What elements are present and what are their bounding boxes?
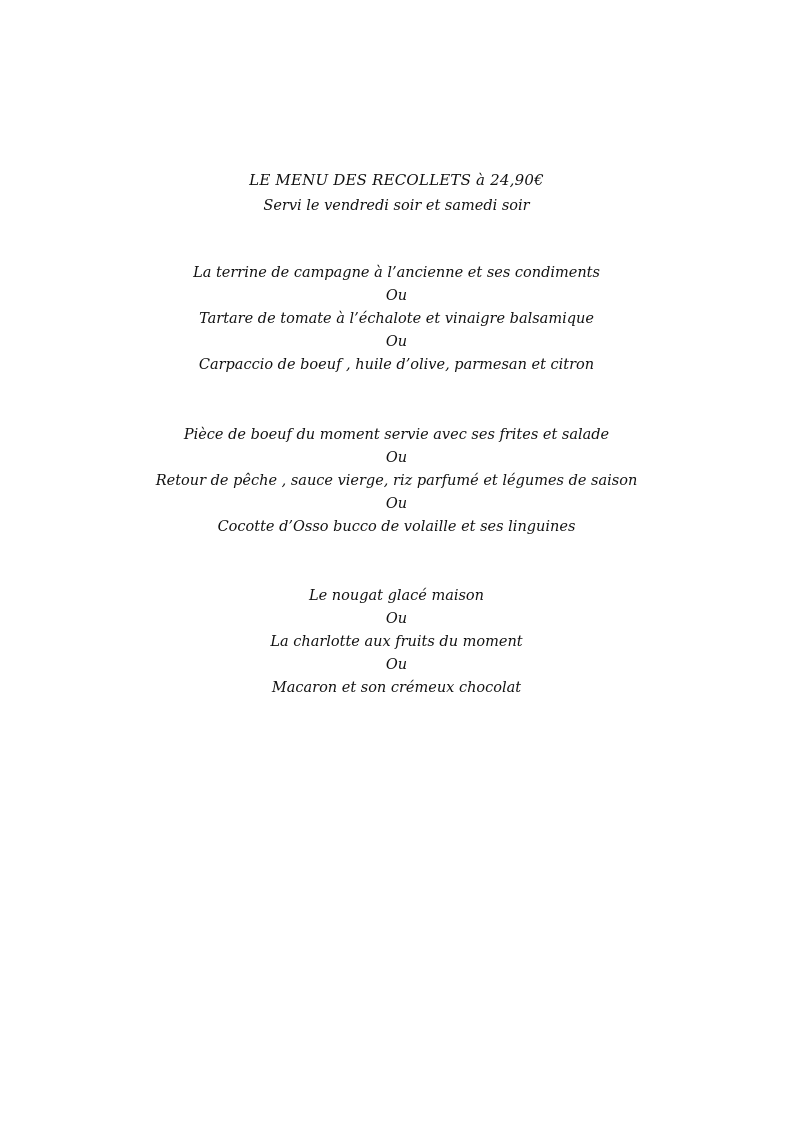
starter-item: La terrine de campagne à l’ancienne et ses condiments	[193, 265, 600, 281]
dessert-item: Macaron et son crémeux chocolat	[271, 680, 522, 696]
or-separator: Ou	[385, 450, 408, 466]
main-item: Pièce de boeuf du moment servie avec ses frites et salade	[183, 427, 610, 443]
or-separator: Ou	[385, 657, 408, 673]
main-item: Retour de pêche , sauce vierge, riz parfumé et légumes de saison	[155, 473, 638, 489]
or-separator: Ou	[385, 611, 408, 627]
or-separator: Ou	[385, 334, 408, 350]
menu-subtitle: Servi le vendredi soir et samedi soir	[263, 198, 530, 214]
dessert-item: Le nougat glacé maison	[308, 588, 484, 604]
menu-title: LE MENU DES RECOLLETS à 24,90€	[249, 171, 544, 189]
main-item: Cocotte d’Osso bucco de volaille et ses linguines	[217, 519, 576, 535]
starter-item: Carpaccio de boeuf , huile d’olive, parmesan et citron	[198, 357, 595, 373]
starter-item: Tartare de tomate à l’échalote et vinaigre balsamique	[199, 311, 594, 327]
dessert-item: La charlotte aux fruits du moment	[270, 634, 523, 650]
or-separator: Ou	[385, 288, 408, 304]
or-separator: Ou	[385, 496, 408, 512]
